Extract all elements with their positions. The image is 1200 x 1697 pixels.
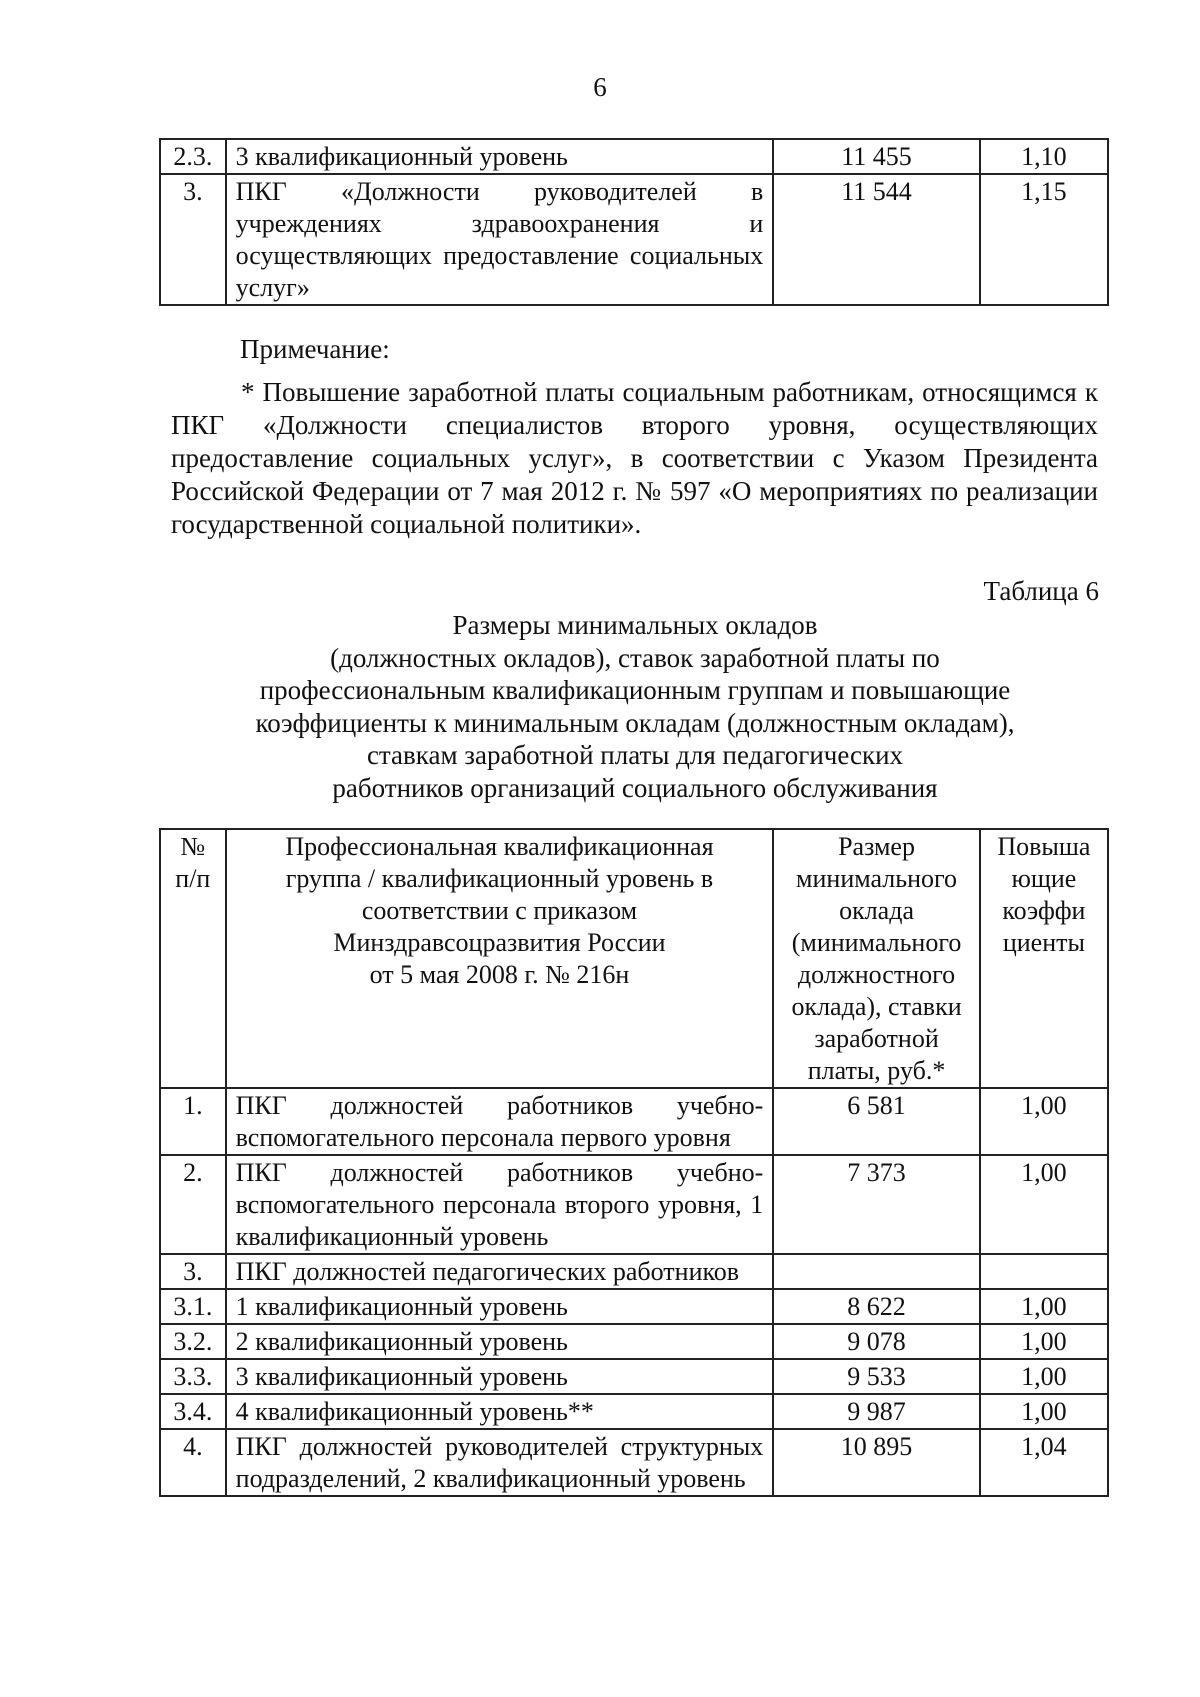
qualification-group: ПКГ должностей работников учебно-вспомогательного персонала первого уровня [226,1088,774,1155]
qualification-group: 3 квалификационный уровень [226,1359,774,1394]
salary-value: 9 533 [773,1359,980,1394]
row-number: 1. [160,1088,226,1155]
header-line: циенты [1002,928,1085,957]
page-number: 6 [593,72,607,102]
header-line: оклада), ставки [791,992,962,1021]
row-number: 2.3. [160,139,226,174]
qualification-group: 1 квалификационный уровень [226,1289,774,1324]
table-row [160,1155,1108,1254]
qualification-group: 4 квалификационный уровень** [226,1394,774,1429]
header-line: платы, руб.* [807,1056,946,1085]
salary-value [773,1254,980,1289]
header-number [160,829,226,1088]
table-title-line: профессиональным квалификационным группам и повышающие [259,675,1011,705]
row-number: 4. [160,1429,226,1496]
qualification-group: 2 квалификационный уровень [226,1324,774,1359]
table-row [160,1394,1108,1429]
header-line: Профессиональная квалификационная [285,832,714,861]
header-line: соответствии с приказом [361,896,638,925]
header-line: от 5 мая 2008 г. № 216н [369,960,630,989]
salary-value: 9 987 [773,1394,980,1429]
salary-value: 7 373 [773,1155,980,1254]
header-line: минимального [796,864,958,893]
coefficient-value: 1,00 [980,1324,1108,1359]
header-line: Повыша [997,832,1091,861]
salary-value: 11 455 [773,139,980,174]
header-line: п/п [175,864,211,893]
table-title [160,609,1110,804]
row-number: 2. [160,1155,226,1254]
coefficient-value: 1,00 [980,1394,1108,1429]
table-title-line: коэффициенты к минимальным окладам (должностным окладам), [255,707,1015,738]
note-text: * Повышение заработной платы социальным работникам, относящимся к ПКГ «Должности специалистов второго уровня, осуществляющих предоставление социальных услуг», в соответствии с Указом Президента Российской Федерации от 7 мая 2012 г. № 597 «О мероприятиях по реализации государственной социальной политики». [171,377,1098,539]
header-salary [773,829,980,1088]
coefficient-value [980,1254,1108,1289]
header-line: ющие [1011,864,1077,893]
salary-value: 8 622 [773,1289,980,1324]
row-number: 3.2. [160,1324,226,1359]
table-row [160,1359,1108,1394]
table-row [160,1289,1108,1324]
coefficient-value: 1,00 [980,1155,1108,1254]
coefficient-value: 1,00 [980,1359,1108,1394]
header-coefficient [980,829,1108,1088]
salary-table-continued [159,138,1109,306]
header-line: Размер [838,832,915,861]
row-number: 3. [160,174,226,305]
qualification-group: ПКГ должностей работников учебно-вспомогательного персонала второго уровня, 1 квалификационный уровень [226,1155,774,1254]
salary-value: 6 581 [773,1088,980,1155]
table-title-line: ставкам заработной платы для педагогических [366,740,904,770]
qualification-group: 3 квалификационный уровень [226,139,774,174]
row-number: 3.4. [160,1394,226,1429]
table-row [160,1088,1108,1155]
salary-value: 11 544 [773,174,980,305]
table-title-line: работников организаций социального обслуживания [332,772,938,803]
coefficient-value: 1,00 [980,1088,1108,1155]
row-number: 3. [160,1254,226,1289]
coefficient-value: 1,00 [980,1289,1108,1324]
table-label: Таблица 6 [983,576,1099,606]
row-number: 3.1. [160,1289,226,1324]
table-header-row [160,829,1108,1088]
table-row [160,139,1108,174]
qualification-group: ПКГ должностей педагогических работников [226,1254,774,1289]
header-line: № [180,832,206,861]
table-row [160,1324,1108,1359]
qualification-group: ПКГ «Должности руководителей в учреждениях здравоохранения и осуществляющих предоставление социальных услуг» [226,174,774,305]
salary-value: 9 078 [773,1324,980,1359]
header-line: коэффи [1002,896,1086,925]
table-row [160,1254,1108,1289]
header-qualification-group [226,829,774,1088]
salary-table-6 [159,828,1109,1497]
header-line: (минимального [791,928,962,957]
coefficient-value: 1,10 [980,139,1108,174]
table-title-line: (должностных окладов), ставок заработной платы по [330,642,940,673]
table-row [160,1429,1108,1496]
note-title: Примечание: [240,334,390,364]
table-row [160,174,1108,305]
salary-value: 10 895 [773,1429,980,1496]
row-number: 3.3. [160,1359,226,1394]
qualification-group: ПКГ должностей руководителей структурных подразделений, 2 квалификационный уровень [226,1429,774,1496]
header-line: Минздравсоцразвития России [333,928,666,957]
header-line: группа / квалификационный уровень в [285,864,714,893]
coefficient-value: 1,15 [980,174,1108,305]
coefficient-value: 1,04 [980,1429,1108,1496]
header-line: заработной [814,1024,939,1053]
header-line: должностного [797,960,956,989]
header-line: оклада [839,896,914,925]
table-title-line: Размеры минимальных окладов [452,610,818,640]
